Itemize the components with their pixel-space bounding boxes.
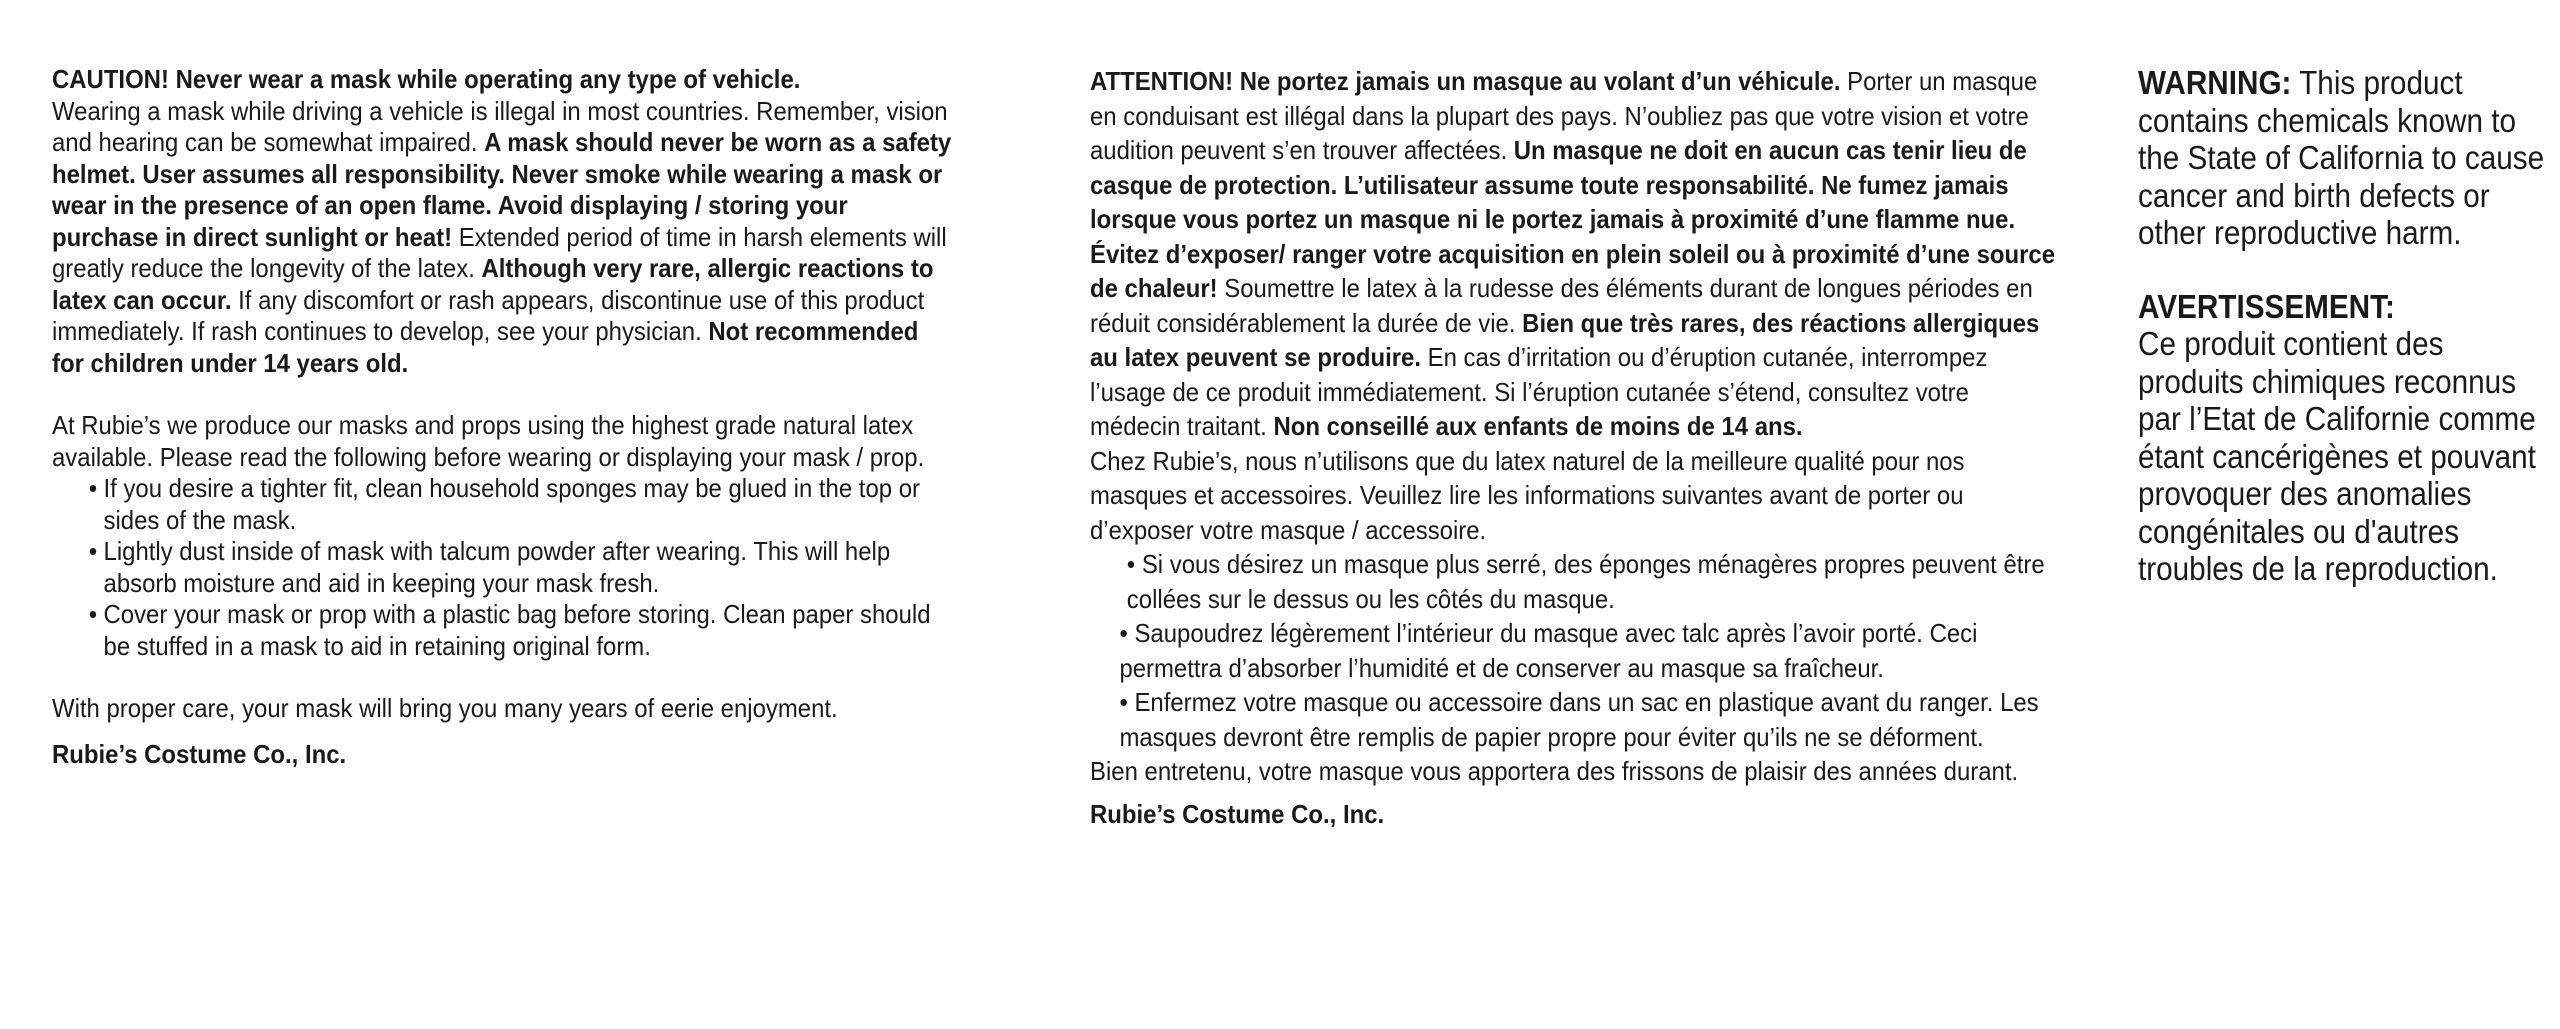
company-signature: Rubie’s Costume Co., Inc. xyxy=(52,738,347,769)
attention-paragraph xyxy=(1090,64,2065,444)
care-item: • Lightly dust inside of mask with talcum powder after wearing. This will help absorb moisture and aid in keeping your mask fresh. xyxy=(52,536,954,599)
intro-paragraph: At Rubie’s we produce our masks and props using the highest grade natural latex available. Please read the following before wearing or displaying your mask / prop. xyxy=(52,410,925,472)
longevity-text-fr: Soumettre le latex à la rudesse des éléments durant de longues périodes en réduit considérablement la durée de vie. xyxy=(1090,273,2033,338)
safety-warning-fr: Un masque ne doit en aucun cas tenir lieu de casque de protection. L’utilisateur assume toute responsabilité. Ne fumez jamais lorsque vous portez un masque ni le portez jamais à proximité d’une flamme nue. Évitez d’exposer/ ranger votre acquisition en plein soleil ou à proximité d’une source de chaleur! xyxy=(1090,135,2056,303)
rash-text-fr: En cas d’irritation ou d’éruption cutanée, interrompez l’usage de ce produit immédiatement. Si l’éruption cutanée s’étend, consultez votre médecin traitant. xyxy=(1090,342,1988,441)
allergy-warning-fr: Bien que très rares, des réactions allergiques au latex peuvent se produire. xyxy=(1090,307,2040,372)
warning-heading: WARNING: xyxy=(2138,64,2292,101)
caution-text: Wearing a mask while driving a vehicle is illegal in most countries. Remember, vision and hearing can be somewhat impaired. xyxy=(52,95,948,157)
care-item: • Cover your mask or prop with a plastic bag before storing. Clean paper should be stuffed in a mask to aid in retaining original form. xyxy=(52,599,954,662)
care-list-fr xyxy=(1090,547,2065,754)
care-item-fr: • Saupoudrez légèrement l’intérieur du masque avec talc après l’avoir porté. Ceci permettra d’absorber l’humidité et de conserver au masque sa fraîcheur. xyxy=(1119,618,1978,683)
warning-text xyxy=(2138,64,2552,588)
french-text xyxy=(1090,64,2065,831)
rash-text: If any discomfort or rash appears, discontinue use of this product immediately. If rash continues to develop, see your physician. xyxy=(52,284,925,346)
avertissement-body: Ce produit contient des produits chimiques reconnus par l’Etat de Californie comme étant cancérigènes et pouvant provoquer des anomalies congénitales ou d'autres troubles de la reproduction. xyxy=(2138,325,2536,587)
closing-text: With proper care, your mask will bring you many years of eerie enjoyment. xyxy=(52,693,838,723)
attention-text: Porter un masque en conduisant est illégal dans la plupart des pays. N’oubliez pas que votre vision et votre audition peuvent s’en trouver affectées. xyxy=(1090,66,2038,165)
avertissement-heading: AVERTISSEMENT: xyxy=(2138,287,2395,325)
company-signature-fr: Rubie’s Costume Co., Inc. xyxy=(1090,798,1385,829)
closing-text-fr: Bien entretenu, votre masque vous apportera des frissons de plaisir des années durant. xyxy=(1090,756,2019,786)
attention-lead: ATTENTION! Ne portez jamais un masque au volant d’un véhicule. xyxy=(1090,66,1841,96)
warning-body: This product contains chemicals known to the State of California to cause cancer and birth defects or other reproductive harm. xyxy=(2138,64,2545,251)
english-column xyxy=(52,64,952,770)
caution-paragraph xyxy=(52,64,954,379)
safety-warning: A mask should never be worn as a safety helmet. User assumes all responsibility. Never smoke while wearing a mask or wear in the presence of an open flame. Avoid displaying / storing your purchase in direct sunlight or heat! xyxy=(52,127,952,252)
allergy-warning: Although very rare, allergic reactions to latex can occur. xyxy=(52,253,934,315)
care-item: • If you desire a tighter fit, clean household sponges may be glued in the top or sides of the mask. xyxy=(52,473,954,536)
french-column xyxy=(1090,64,2060,831)
children-warning-fr: Non conseillé aux enfants de moins de 14 ans. xyxy=(1273,411,1803,441)
longevity-text: Extended period of time in harsh elements will greatly reduce the longevity of the latex. xyxy=(52,221,947,283)
prop65-warning-column xyxy=(2138,64,2548,588)
care-item-fr: • Si vous désirez un masque plus serré, des éponges ménagères propres peuvent être collées sur le dessus ou les côtés du masque. xyxy=(1126,549,2045,614)
caution-lead: CAUTION! Never wear a mask while operating any type of vehicle. xyxy=(52,64,801,94)
care-list xyxy=(52,473,954,662)
care-item-fr: • Enfermez votre masque ou accessoire dans un sac en plastique avant du ranger. Les masques devront être remplis de papier propre pour éviter qu’ils ne se déforment. xyxy=(1119,687,2039,752)
english-text xyxy=(52,64,954,770)
warning-en xyxy=(2138,64,2552,252)
intro-paragraph-fr: Chez Rubie’s, nous n’utilisons que du latex naturel de la meilleure qualité pour nos masques et accessoires. Veuillez lire les informations suivantes avant de porter ou d’exposer votre masque / accessoire. xyxy=(1090,445,1965,545)
children-warning: Not recommended for children under 14 years old. xyxy=(52,316,919,378)
